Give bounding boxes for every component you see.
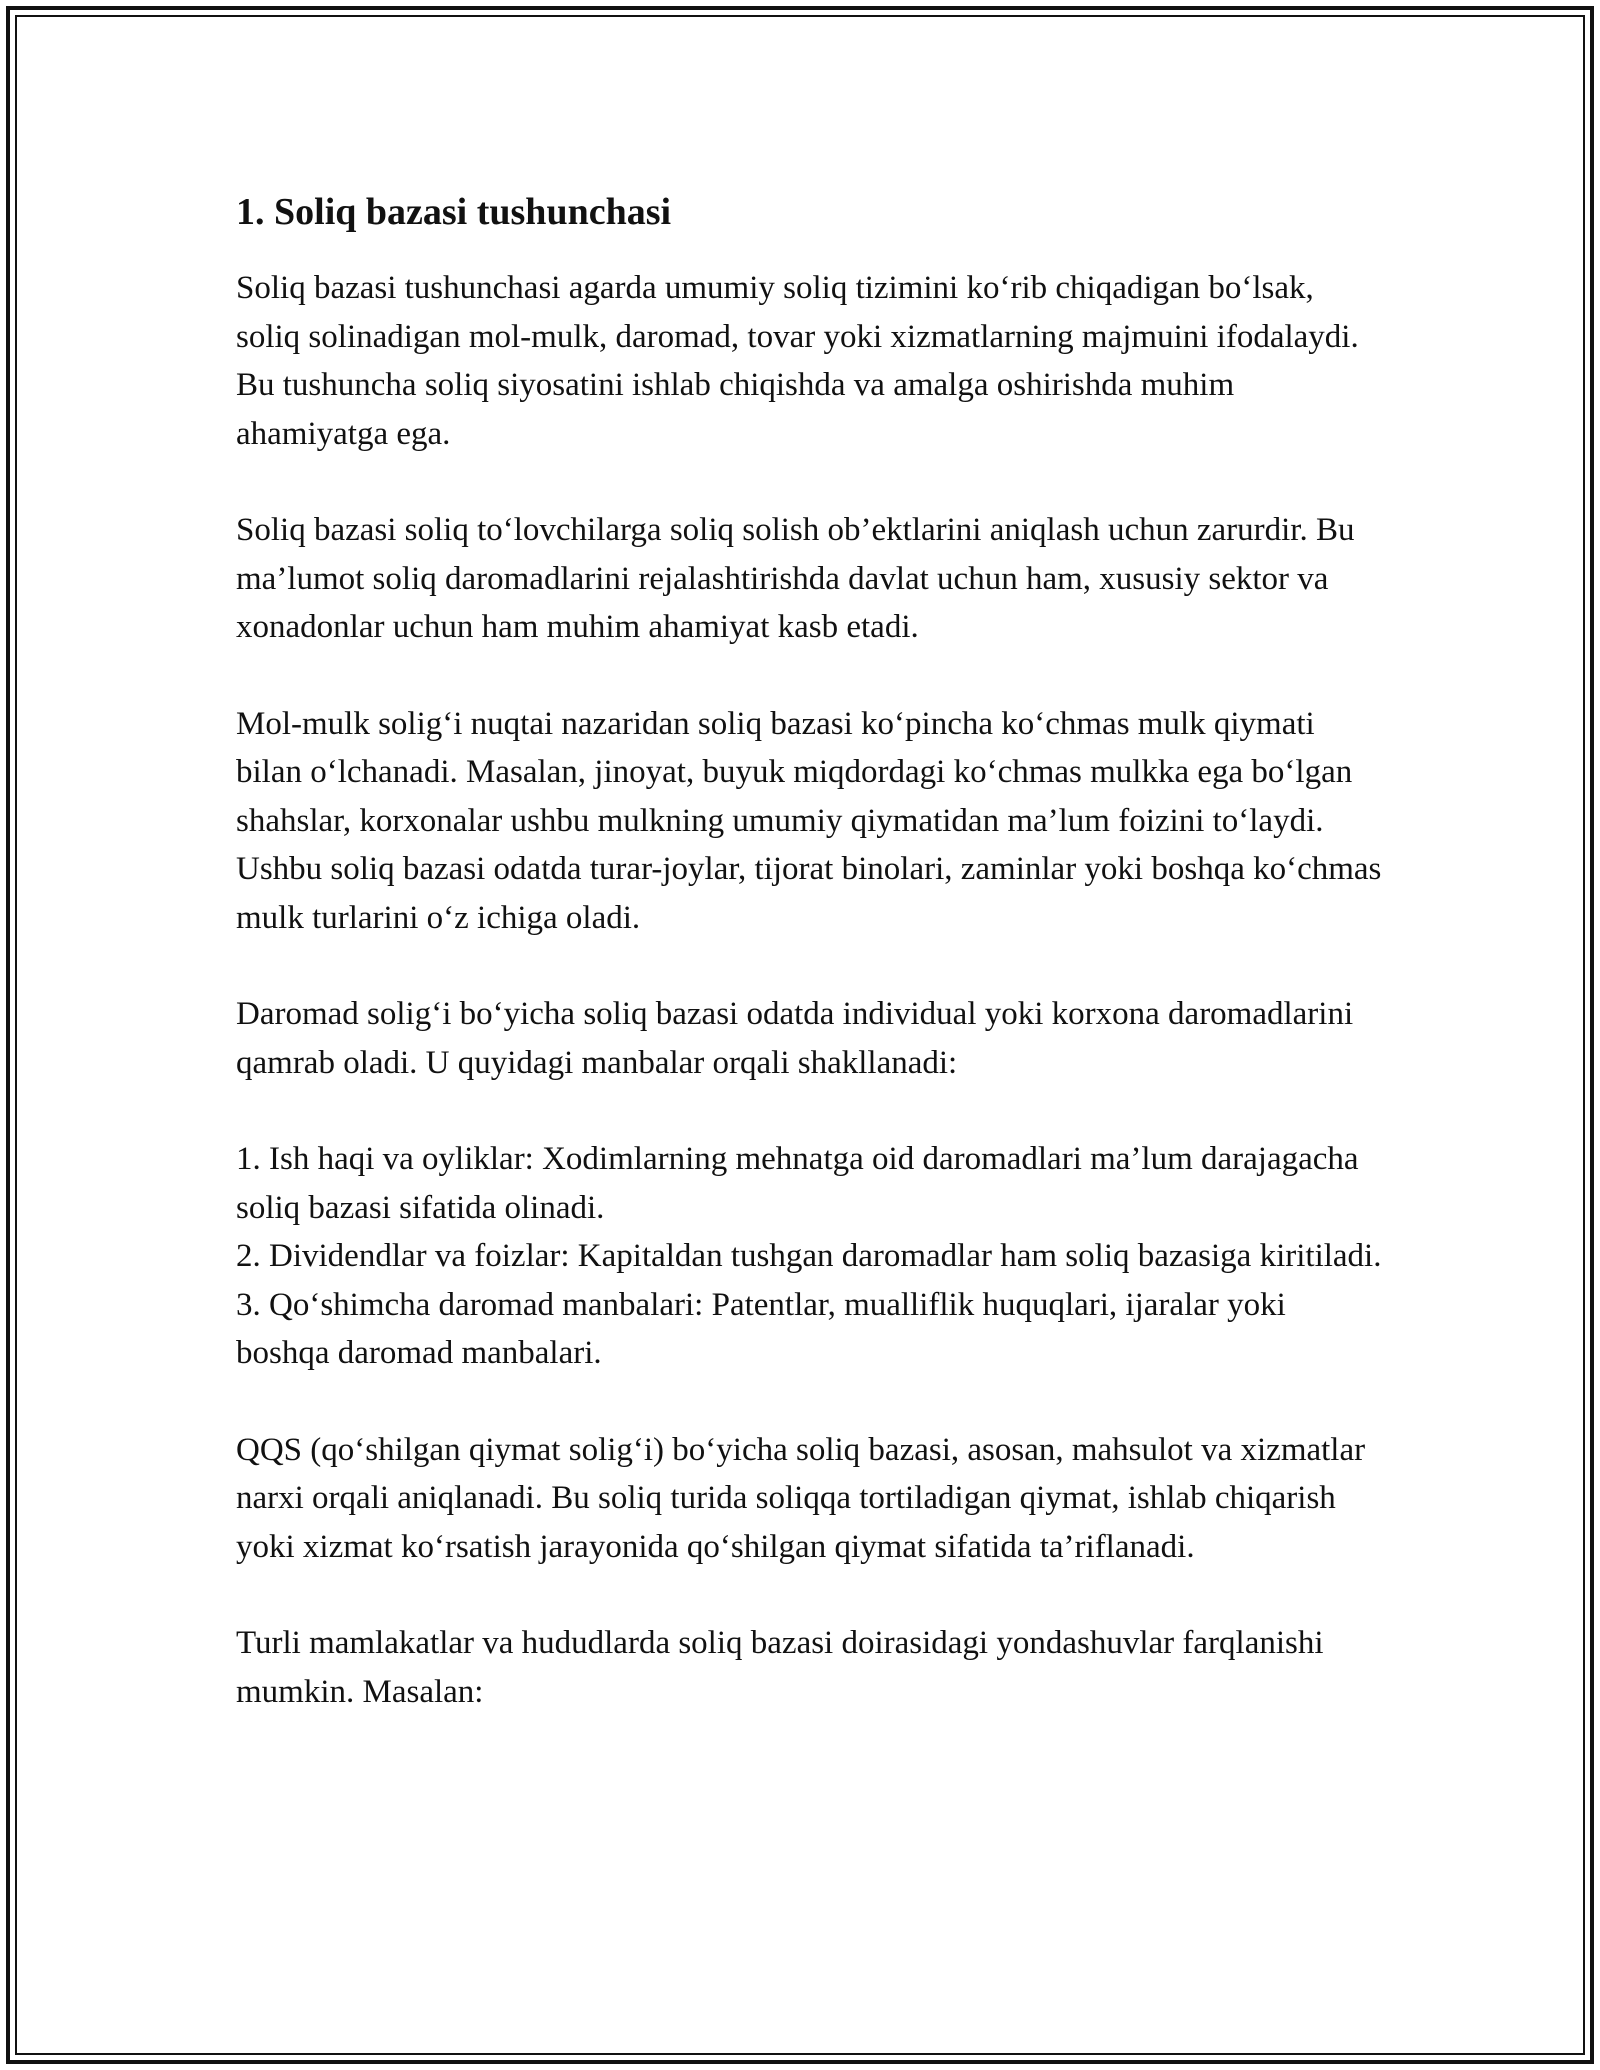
paragraph-purpose: Soliq bazasi soliq to‘lovchilarga soliq solish ob’ektlarini aniqlash uchun zarurdir. Bu ma’lumot soliq daromadlarini rejalashtirishda davlat uchun ham, xususiy sektor va xonadonlar uchun ham muhim ahamiyat kasb etadi. — [236, 512, 1355, 645]
document-body — [236, 188, 1386, 1764]
paragraph-property-tax: Mol-mulk solig‘i nuqtai nazaridan soliq bazasi ko‘pincha ko‘chmas mulk qiymati bilan o‘lchanadi. Masalan, jinoyat, buyuk miqdordagi ko‘chmas mulkka ega bo‘lgan shahslar, korxonalar ushbu mulkning umumiy qiymatidan ma’lum foizini to‘laydi. Ushbu soliq bazasi odatda turar-joylar, tijorat binolari, zaminlar yoki boshqa ko‘chmas mulk turlarini o‘z ichiga oladi. — [236, 705, 1382, 936]
list-item: 1. Ish haqi va oyliklar: Xodimlarning mehnatga oid daromadlari ma’lum darajagacha soliq bazasi sifatida olinadi. — [236, 1141, 1359, 1226]
paragraph-vat: QQS (qo‘shilgan qiymat solig‘i) bo‘yicha soliq bazasi, asosan, mahsulot va xizmatlar narxi orqali aniqlanadi. Bu soliq turida soliqqa tortiladigan qiymat, ishlab chiqarish yoki xizmat ko‘rsatish jarayonida qo‘shilgan qiymat sifatida ta’riflanadi. — [236, 1431, 1366, 1565]
paragraph-definition: Soliq bazasi tushunchasi agarda umumiy soliq tizimini ko‘rib chiqadigan bo‘lsak, soliq solinadigan mol-mulk, daromad, tovar yoki xizmatlarning majmuini ifodalaydi. Bu tushuncha soliq siyosatini ishlab chiqishda va amalga oshirishda muhim ahamiyatga ega. — [236, 270, 1359, 452]
income-sources-list — [236, 1135, 1386, 1378]
section-heading: 1. Soliq bazasi tushunchasi — [236, 191, 672, 233]
list-item: 2. Dividendlar va foizlar: Kapitaldan tushgan daromadlar ham soliq bazasiga kiritiladi. — [236, 1238, 1382, 1274]
list-item: 3. Qo‘shimcha daromad manbalari: Patentlar, mualliflik huquqlari, ijaralar yoki boshqa daromad manbalari. — [236, 1286, 1286, 1371]
paragraph-income-tax: Daromad solig‘i bo‘yicha soliq bazasi odatda individual yoki korxona daromadlarini qamrab oladi. U quyidagi manbalar orqali shakllanadi: — [236, 996, 1354, 1081]
paragraph-regional-differences: Turli mamlakatlar va hududlarda soliq bazasi doirasidagi yondashuvlar farqlanishi mumkin. Masalan: — [236, 1625, 1324, 1710]
